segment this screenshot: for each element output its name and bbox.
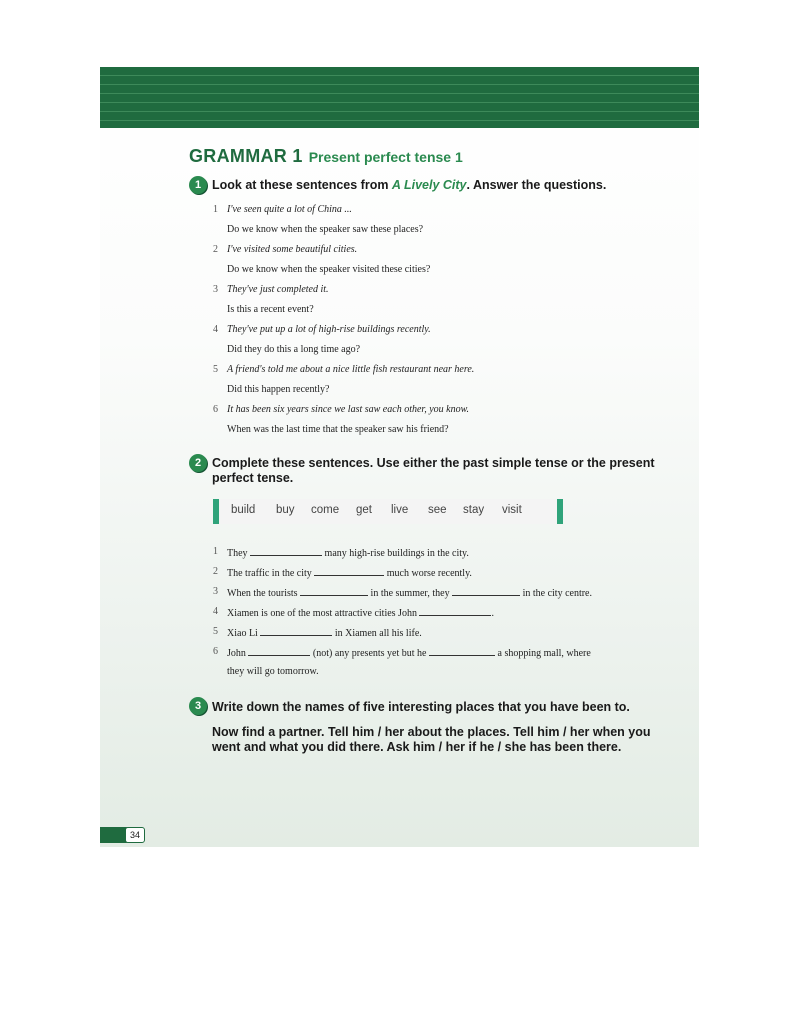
sentence-part: in Xiamen all his life. xyxy=(334,628,422,639)
item-sentence xyxy=(227,566,472,579)
answer-blank[interactable] xyxy=(419,606,491,616)
item-question: Is this a recent event? xyxy=(227,304,314,315)
item-number: 1 xyxy=(213,546,218,557)
grammar-label: GRAMMAR 1 xyxy=(189,146,303,166)
exercise-2-instruction xyxy=(212,456,655,486)
item-number: 2 xyxy=(213,244,218,255)
word-option: live xyxy=(391,504,409,516)
exercise-1-number: 1 xyxy=(189,176,207,194)
item-number: 4 xyxy=(213,324,218,335)
word-option: see xyxy=(428,504,447,516)
answer-blank[interactable] xyxy=(314,566,384,576)
exercise-1-instruction xyxy=(212,178,606,193)
sentence-part: The traffic in the city xyxy=(227,568,312,579)
item-sentence xyxy=(227,646,591,659)
item-sentence: I've visited some beautiful cities. xyxy=(227,244,358,255)
answer-blank[interactable] xyxy=(248,646,310,656)
textbook-page xyxy=(100,67,699,847)
sentence-part: . xyxy=(491,608,494,619)
item-sentence: I've seen quite a lot of China ... xyxy=(227,204,352,215)
item-number: 4 xyxy=(213,606,218,617)
instruction-title-ref: A Lively City xyxy=(391,178,467,192)
sentence-part: (not) any presents yet but he xyxy=(312,648,427,659)
word-option: get xyxy=(356,504,372,516)
item-number: 5 xyxy=(213,364,218,375)
item-number: 6 xyxy=(213,646,218,657)
page-title xyxy=(189,146,463,167)
item-sentence xyxy=(227,546,469,559)
paragraph-line: Now find a partner. Tell him / her about the places. Tell him / her when you xyxy=(212,725,651,739)
exercise-3-instruction: Write down the names of five interesting places that you have been to. xyxy=(212,700,630,714)
sentence-part: they will go tomorrow. xyxy=(227,666,319,677)
item-sentence: They've put up a lot of high-rise buildings recently. xyxy=(227,324,431,335)
sentence-part: John xyxy=(227,648,246,659)
word-box xyxy=(213,499,563,524)
item-number: 2 xyxy=(213,566,218,577)
answer-blank[interactable] xyxy=(300,586,368,596)
sentence-part: Xiao Li xyxy=(227,628,258,639)
item-number: 6 xyxy=(213,404,218,415)
sentence-part: in the summer, they xyxy=(370,588,450,599)
item-sentence: A friend's told me about a nice little fish restaurant near here. xyxy=(227,364,475,375)
sentence-part: They xyxy=(227,548,248,559)
item-number: 3 xyxy=(213,284,218,295)
word-option: buy xyxy=(276,504,295,516)
item-sentence: They've just completed it. xyxy=(227,284,329,295)
grammar-topic: Present perfect tense 1 xyxy=(308,149,463,165)
instruction-text: Look at these sentences from xyxy=(212,178,392,192)
instruction-text: perfect tense. xyxy=(212,471,294,485)
word-option: build xyxy=(231,504,256,516)
item-sentence: It has been six years since we last saw each other, you know. xyxy=(227,404,469,415)
item-question: Do we know when the speaker saw these places? xyxy=(227,224,424,235)
answer-blank[interactable] xyxy=(452,586,520,596)
header-banner xyxy=(100,67,699,128)
sentence-part: much worse recently. xyxy=(386,568,472,579)
word-option: stay xyxy=(463,504,485,516)
page-number: 34 xyxy=(125,827,145,843)
sentence-part: When the tourists xyxy=(227,588,298,599)
paragraph-line: went and what you did there. Ask him / her if he / she has been there. xyxy=(212,740,622,754)
item-number: 1 xyxy=(213,204,218,215)
sentence-part: in the city centre. xyxy=(522,588,592,599)
item-sentence xyxy=(227,626,422,639)
word-option: visit xyxy=(502,504,522,516)
answer-blank[interactable] xyxy=(250,546,322,556)
item-question: When was the last time that the speaker saw his friend? xyxy=(227,424,449,435)
item-number: 3 xyxy=(213,586,218,597)
exercise-2-number: 2 xyxy=(189,454,207,472)
answer-blank[interactable] xyxy=(429,646,495,656)
word-option: come xyxy=(311,504,340,516)
sentence-part: many high-rise buildings in the city. xyxy=(324,548,469,559)
instruction-text: . Answer the questions. xyxy=(466,178,607,192)
item-sentence xyxy=(227,606,494,619)
sentence-part: Xiamen is one of the most attractive cities John xyxy=(227,608,417,619)
sentence-part: a shopping mall, where xyxy=(497,648,591,659)
answer-blank[interactable] xyxy=(260,626,332,636)
exercise-3-number: 3 xyxy=(189,697,207,715)
item-number: 5 xyxy=(213,626,218,637)
item-sentence xyxy=(227,586,592,599)
item-question: Do we know when the speaker visited these cities? xyxy=(227,264,431,275)
instruction-text: Complete these sentences. Use either the past simple tense or the present xyxy=(212,456,655,470)
exercise-3-paragraph xyxy=(212,725,651,755)
item-question: Did this happen recently? xyxy=(227,384,330,395)
item-question: Did they do this a long time ago? xyxy=(227,344,361,355)
